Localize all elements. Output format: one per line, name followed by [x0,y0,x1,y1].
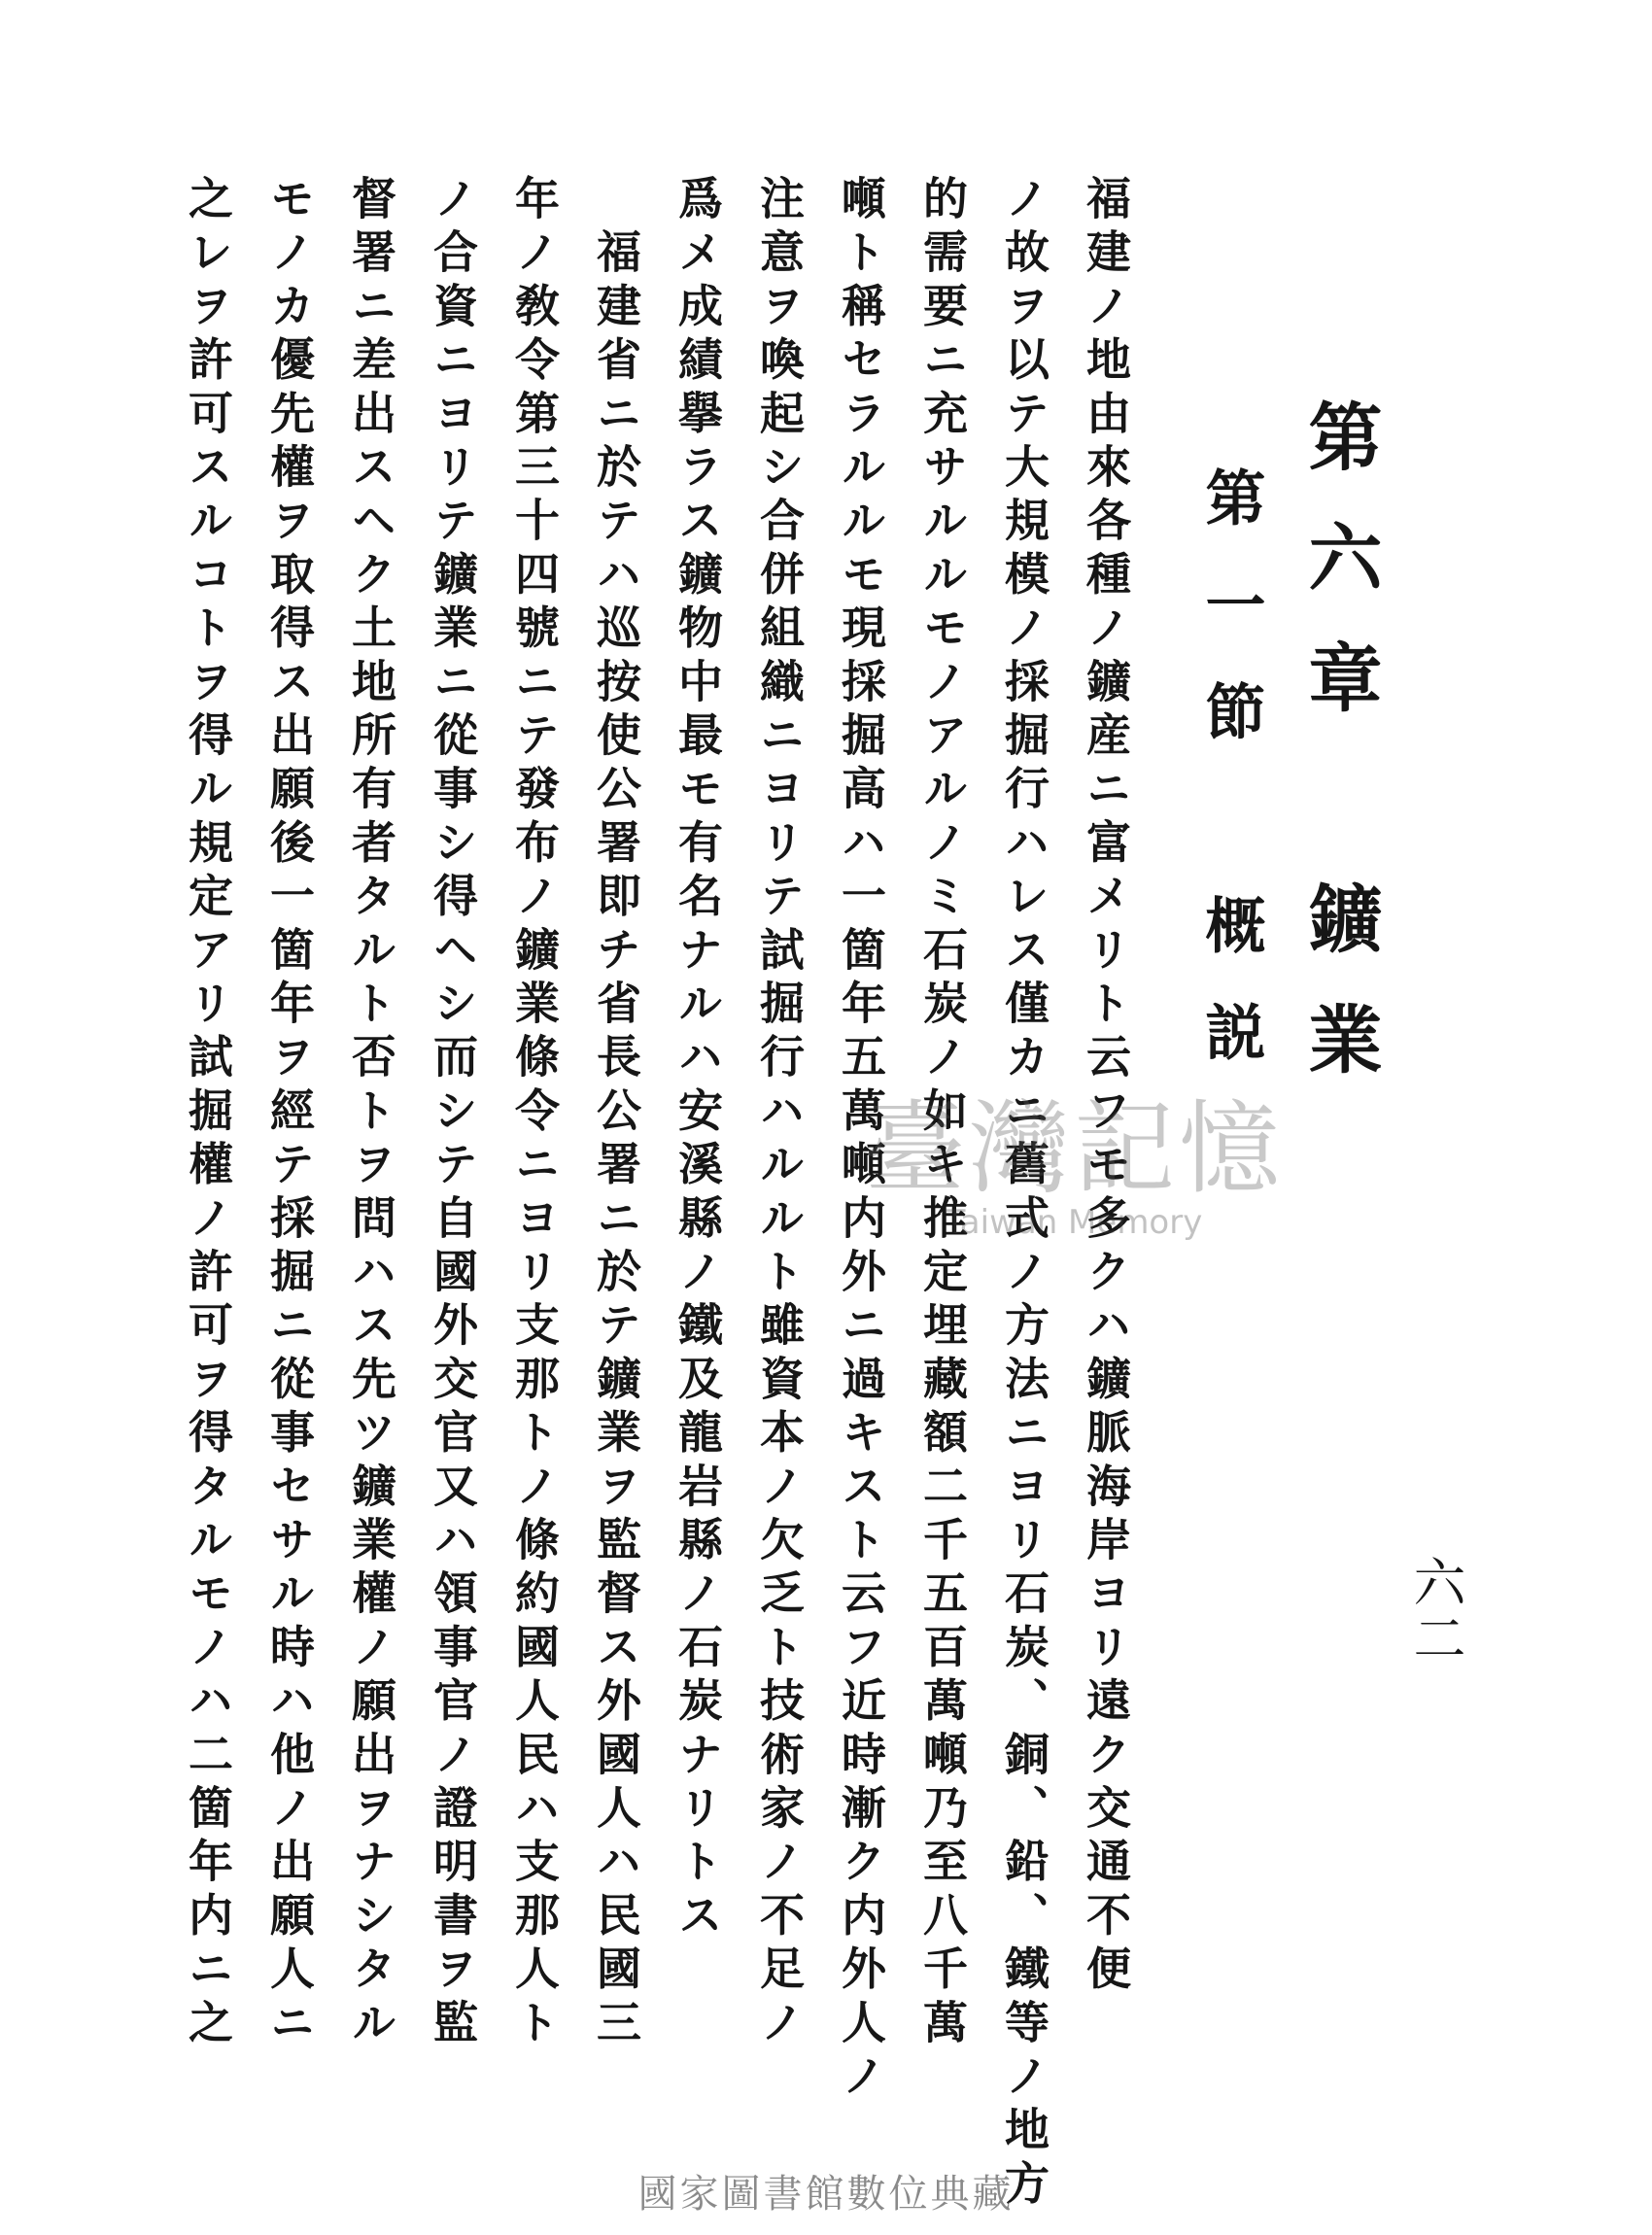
section-title: 第一節 概説 [1195,466,1266,1108]
page-number: 六二 [1405,1555,1466,1668]
watermark-chinese: 臺灣記憶 [863,1089,1284,1208]
body-column-10: 督署ニ差出スヘク土地所有者タルト否トヲ問ハス先ツ鑛業權ノ願出ヲナシタル [345,175,397,2052]
body-column-6: 爲メ成績擧ラス鑛物中最モ有名ナルハ安溪縣ノ鐵及龍岩縣ノ石炭ナリトス [671,175,724,1945]
body-column-2: ノ故ヲ以テ大規模ノ採掘行ハレス僅カニ舊式ノ方法ニヨリ石炭、銅、鉛、鐵等ノ地方 [998,175,1050,2214]
body-column-7: 福建省ニ於テハ巡按使公署即チ省長公署ニ於テ鑛業ヲ監督ス外國人ハ民國三 [590,175,642,2052]
footer-credit: 國家圖書館數位典藏 [637,2172,1015,2217]
watermark-english: Taiwan Memory [945,1203,1203,1242]
body-column-3: 的需要ニ充サルルモノアルノミ石炭ノ如キ推定埋藏額二千五百萬噸乃至八千萬 [916,175,969,2052]
body-column-4: 噸ト稱セラルルモ現採掘高ハ一箇年五萬噸内外ニ過キスト云フ近時漸ク内外人ノ [835,175,887,2107]
body-column-1: 福建ノ地由來各種ノ鑛産ニ富メリト云フモ多クハ鑛脈海岸ヨリ遠ク交通不便 [1080,175,1132,1999]
chapter-title: 第六章 鑛業 [1296,398,1383,1121]
body-column-9: ノ合資ニヨリテ鑛業ニ從事シ得ヘシ而シテ自國外交官又ハ領事官ノ證明書ヲ監 [427,175,479,2052]
body-column-12: 之レヲ許可スルコトヲ得ル規定アリ試掘權ノ許可ヲ得タルモノハ二箇年内ニ之 [182,175,234,2052]
body-column-8: 年ノ敎令第三十四號ニテ發布ノ鑛業條令ニヨリ支那トノ條約國人民ハ支那人ト [508,175,561,2052]
body-column-11: モノカ優先權ヲ取得ス出願後一箇年ヲ經テ採掘ニ從事セサル時ハ他ノ出願人ニ [263,175,316,2052]
body-column-5: 注意ヲ喚起シ合併組織ニヨリテ試掘行ハルルト雖資本ノ欠乏ト技術家ノ不足ノ [753,175,806,2052]
